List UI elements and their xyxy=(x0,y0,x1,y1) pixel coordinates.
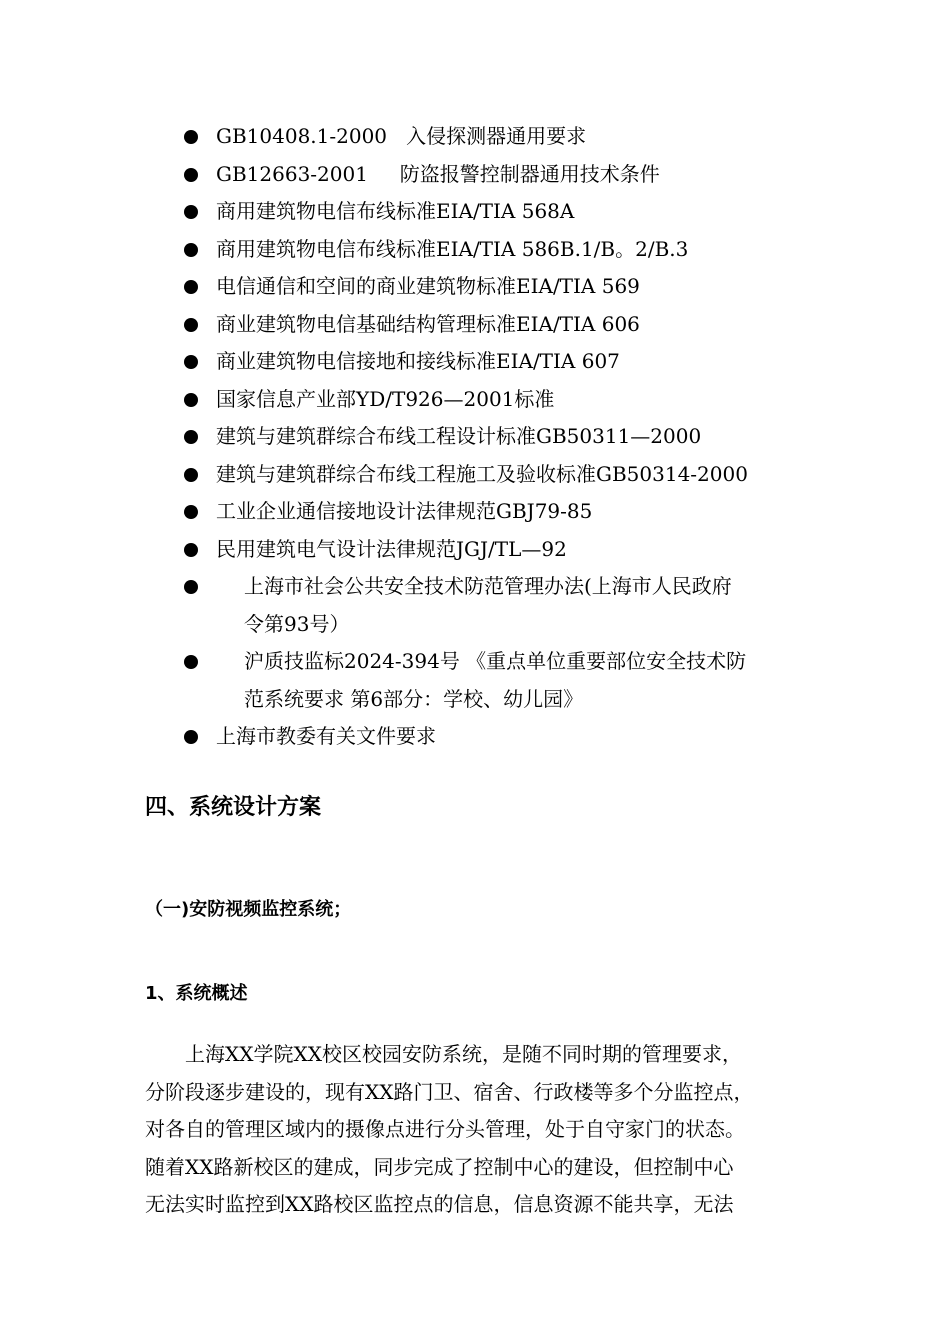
list-item-text: 电信通信和空间的商业建筑物标准EIA/TIA 569 xyxy=(216,274,640,298)
list-item xyxy=(0,493,950,531)
subsubsection-heading: 1、系统概述 xyxy=(145,983,248,1004)
list-item-text-line1: 上海市社会公共安全技术防范管理办法(上海市人民政府 xyxy=(244,574,732,598)
list-item-text: 工业企业通信接地设计法律规范GBJ79-85 xyxy=(216,499,593,523)
list-item-text-line1: 沪质技监标2024-394号 《重点单位重要部位安全技术防 xyxy=(244,649,747,673)
bullet-dot-icon xyxy=(184,505,198,519)
bullet-dot-icon xyxy=(184,280,198,294)
subsection-heading: （一)安防视频监控系统； xyxy=(145,899,352,920)
list-item-text xyxy=(216,568,820,643)
list-item-text xyxy=(216,643,820,718)
list-item xyxy=(0,231,950,269)
list-item xyxy=(0,156,950,194)
body-line: 随着XX路新校区的建成，同步完成了控制中心的建设，但控制中心 xyxy=(145,1154,734,1179)
bullet-dot-icon xyxy=(184,468,198,482)
list-item xyxy=(0,343,950,381)
section-heading: 四、系统设计方案 xyxy=(145,795,322,820)
bullet-dot-icon xyxy=(184,393,198,407)
list-item-text: 商业建筑物电信基础结构管理标准EIA/TIA 606 xyxy=(216,311,640,336)
list-item-text: GB12663-2001 防盗报警控制器通用技术条件 xyxy=(216,161,660,186)
list-item-text: 建筑与建筑群综合布线工程施工及验收标准GB50314-2000 xyxy=(216,461,748,486)
body-line: 无法实时监控到XX路校区监控点的信息，信息资源不能共享，无法 xyxy=(145,1192,734,1216)
body-paragraph xyxy=(145,1036,810,1224)
list-item xyxy=(0,306,950,344)
list-item xyxy=(0,193,950,231)
list-item xyxy=(0,643,950,718)
list-item xyxy=(0,418,950,456)
list-item xyxy=(0,568,950,643)
list-item xyxy=(0,118,950,156)
list-item-text: GB10408.1-2000 入侵探测器通用要求 xyxy=(216,124,587,148)
bullet-dot-icon xyxy=(184,580,198,594)
list-item-text: 商用建筑物电信布线标准EIA/TIA 568A xyxy=(216,199,575,223)
bullet-dot-icon xyxy=(184,318,198,332)
list-item xyxy=(0,268,950,306)
bullet-dot-icon xyxy=(184,730,198,744)
bullet-dot-icon xyxy=(184,205,198,219)
list-item xyxy=(0,381,950,419)
list-item-text: 国家信息产业部YD/T926—2001标准 xyxy=(216,386,555,411)
body-line: 分阶段逐步建设的，现有XX路门卫、宿舍、行政楼等多个分监控点， xyxy=(145,1079,754,1104)
list-item-text: 建筑与建筑群综合布线工程设计标准GB50311—2000 xyxy=(216,424,702,448)
bullet-dot-icon xyxy=(184,430,198,444)
bullet-dot-icon xyxy=(184,355,198,369)
bullet-dot-icon xyxy=(184,543,198,557)
list-item-text-line2: 令第93号） xyxy=(244,611,350,636)
bullet-dot-icon xyxy=(184,243,198,257)
body-line: 上海XX学院XX校区校园安防系统，是随不同时期的管理要求， xyxy=(145,1042,742,1066)
list-item-text: 民用建筑电气设计法律规范JGJ/TL—92 xyxy=(216,536,567,561)
list-item xyxy=(0,531,950,569)
list-item-text: 上海市教委有关文件要求 xyxy=(216,724,436,748)
list-item-text: 商业建筑物电信接地和接线标准EIA/TIA 607 xyxy=(216,349,620,373)
list-item-text-line2: 范系统要求 第6部分：学校、幼儿园》 xyxy=(244,686,584,711)
list-item xyxy=(0,456,950,494)
bullet-dot-icon xyxy=(184,130,198,144)
bullet-dot-icon xyxy=(184,168,198,182)
body-line: 对各自的管理区域内的摄像点进行分头管理，处于自守家门的状态。 xyxy=(145,1117,745,1141)
standards-list xyxy=(0,118,950,756)
list-item-text: 商用建筑物电信布线标准EIA/TIA 586B.1/B。2/B.3 xyxy=(216,236,689,261)
bullet-dot-icon xyxy=(184,655,198,669)
list-item xyxy=(0,718,950,756)
